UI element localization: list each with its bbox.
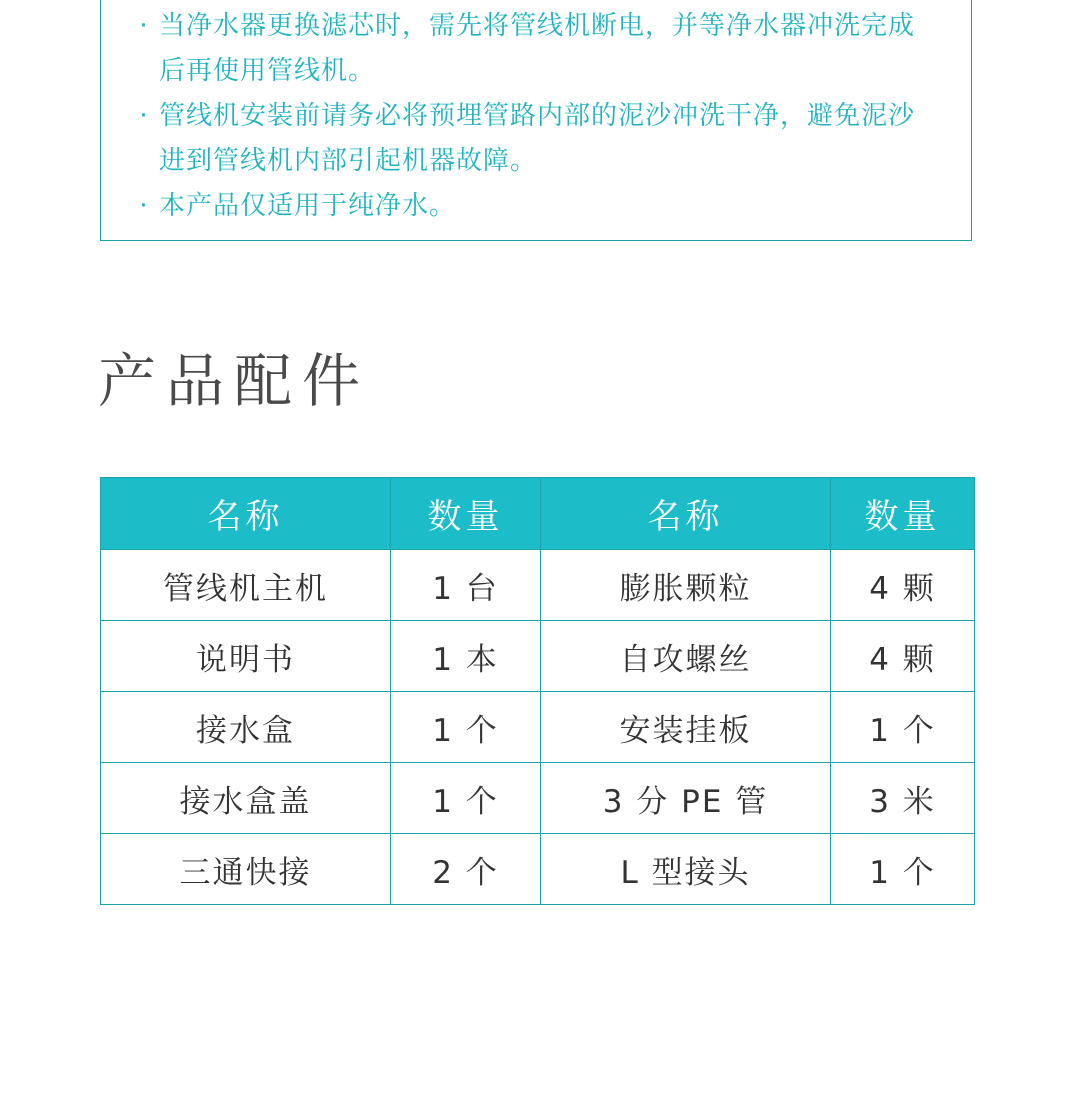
- notice-text: 当净水器更换滤芯时，需先将管线机断电，并等净水器冲洗完成后再使用管线机。: [159, 11, 916, 86]
- header-quantity: 数量: [831, 478, 975, 550]
- notice-box: [100, 0, 972, 241]
- part-name: 管线机主机: [101, 550, 391, 621]
- part-name: 说明书: [101, 621, 391, 692]
- part-quantity: 1 个: [831, 692, 975, 763]
- part-quantity: 1 个: [831, 834, 975, 905]
- part-quantity: 2 个: [391, 834, 541, 905]
- part-name: L 型接头: [541, 834, 831, 905]
- parts-table: [100, 477, 975, 905]
- part-quantity: 1 本: [391, 621, 541, 692]
- part-name: 膨胀颗粒: [541, 550, 831, 621]
- part-quantity: 1 个: [391, 763, 541, 834]
- header-name: 名称: [541, 478, 831, 550]
- bullet-icon: ·: [139, 191, 149, 221]
- table-header-row: [101, 478, 975, 550]
- part-name: 三通快接: [101, 834, 391, 905]
- notice-item: [137, 94, 937, 184]
- part-quantity: 4 颗: [831, 621, 975, 692]
- notice-text: 本产品仅适用于纯净水。: [159, 191, 457, 221]
- part-quantity: 1 个: [391, 692, 541, 763]
- notice-item: [137, 184, 937, 229]
- notice-item: [137, 4, 937, 94]
- part-quantity: 3 米: [831, 763, 975, 834]
- part-name: 接水盒: [101, 692, 391, 763]
- bullet-icon: ·: [139, 11, 149, 41]
- notice-list: [137, 4, 937, 229]
- header-name: 名称: [101, 478, 391, 550]
- part-name: 自攻螺丝: [541, 621, 831, 692]
- table-row: [101, 834, 975, 905]
- part-name: 接水盒盖: [101, 763, 391, 834]
- part-quantity: 1 台: [391, 550, 541, 621]
- notice-text: 管线机安装前请务必将预埋管路内部的泥沙冲洗干净，避免泥沙进到管线机内部引起机器故障。: [159, 101, 916, 176]
- part-quantity: 4 颗: [831, 550, 975, 621]
- table-row: [101, 763, 975, 834]
- section-title: 产品配件: [98, 347, 371, 415]
- bullet-icon: ·: [139, 101, 149, 131]
- table-row: [101, 692, 975, 763]
- part-name: 安装挂板: [541, 692, 831, 763]
- part-name: 3 分 PE 管: [541, 763, 831, 834]
- table-row: [101, 621, 975, 692]
- table-row: [101, 550, 975, 621]
- header-quantity: 数量: [391, 478, 541, 550]
